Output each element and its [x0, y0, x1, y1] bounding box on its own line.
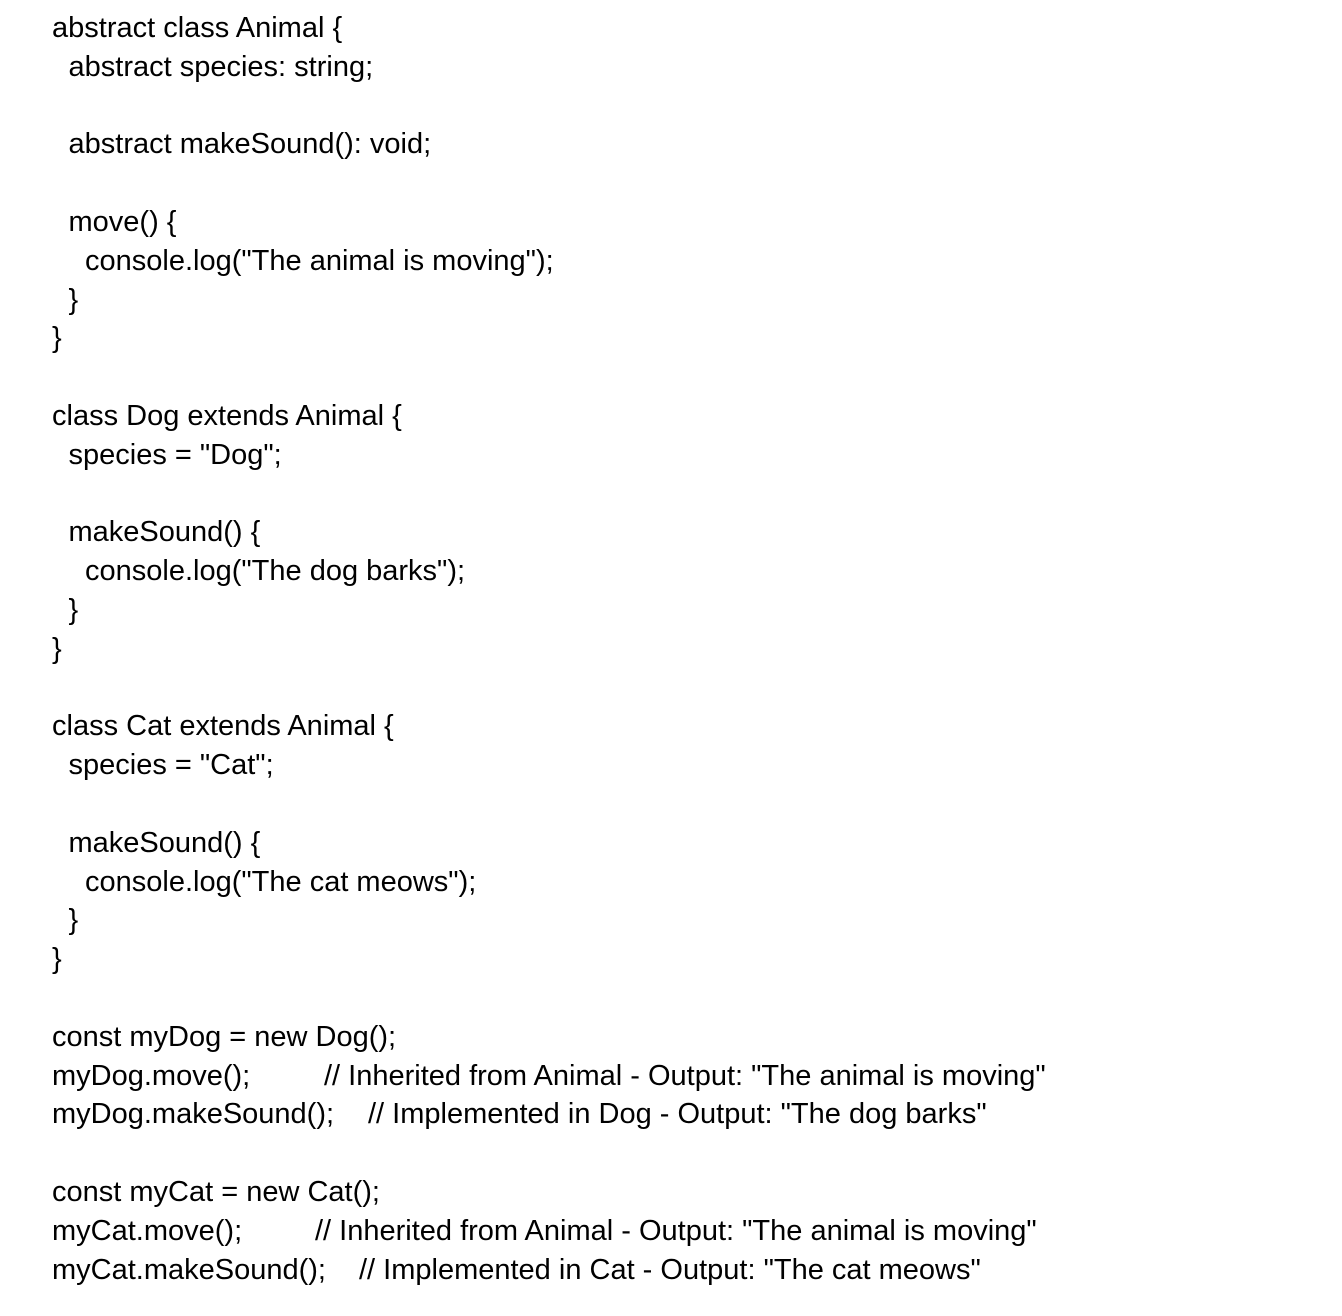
code-text: console.log("The cat meows"); — [85, 865, 477, 898]
code-line — [69, 824, 261, 862]
code-comment: // Implemented in Dog - Output: "The dog barks" — [368, 1098, 987, 1131]
code-line — [69, 203, 177, 241]
code-line — [52, 1212, 1037, 1250]
code-text: myCat.move(); — [52, 1214, 243, 1247]
code-line — [52, 1018, 396, 1056]
code-line — [52, 630, 62, 668]
code-line — [69, 281, 79, 319]
code-line — [69, 901, 79, 939]
code-text: console.log("The dog barks"); — [85, 555, 466, 588]
code-text: } — [68, 594, 79, 626]
code-line — [69, 513, 261, 551]
code-line — [85, 242, 554, 280]
code-line — [52, 1173, 380, 1211]
code-text: makeSound() { — [68, 516, 261, 549]
code-text: class Dog extends Animal { — [52, 400, 402, 432]
code-line — [85, 863, 476, 901]
code-line — [52, 319, 62, 357]
code-line — [69, 48, 374, 86]
code-text: } — [52, 632, 62, 665]
code-text: const myDog = new Dog(); — [52, 1020, 397, 1053]
code-text: } — [52, 322, 62, 355]
code-line — [52, 397, 402, 435]
code-comment: // Inherited from Animal - Output: "The animal is moving" — [315, 1214, 1037, 1247]
code-text: class Cat extends Animal { — [52, 710, 394, 743]
code-line — [69, 746, 274, 784]
code-line — [52, 707, 394, 745]
code-text: } — [68, 283, 79, 316]
code-line — [69, 591, 79, 629]
code-line — [52, 9, 342, 47]
code-text: species = "Dog"; — [68, 438, 282, 471]
code-comment: // Implemented in Cat - Output: "The cat meows" — [359, 1253, 981, 1286]
code-text: } — [68, 904, 79, 937]
code-text: myCat.makeSound(); — [52, 1253, 326, 1286]
code-line — [69, 125, 432, 163]
code-line — [52, 1057, 1046, 1095]
code-text: abstract makeSound(): void; — [68, 128, 432, 161]
code-text: myDog.move(); — [52, 1059, 251, 1092]
code-text: const myCat = new Cat(); — [52, 1176, 380, 1208]
code-line — [69, 436, 282, 474]
code-text: species = "Cat"; — [68, 749, 274, 782]
code-line — [52, 1251, 981, 1289]
code-text: makeSound() { — [68, 826, 261, 859]
code-comment: // Inherited from Animal - Output: "The animal is moving" — [324, 1059, 1046, 1092]
code-text: abstract class Animal { — [52, 12, 343, 44]
code-line — [52, 940, 62, 978]
code-text: console.log("The animal is moving"); — [85, 244, 554, 277]
code-text: move() { — [68, 206, 177, 238]
code-line — [85, 552, 465, 590]
code-text: abstract species: string; — [68, 50, 374, 83]
code-line — [52, 1095, 987, 1133]
code-text: } — [52, 943, 62, 976]
code-text: myDog.makeSound(); — [52, 1098, 335, 1131]
